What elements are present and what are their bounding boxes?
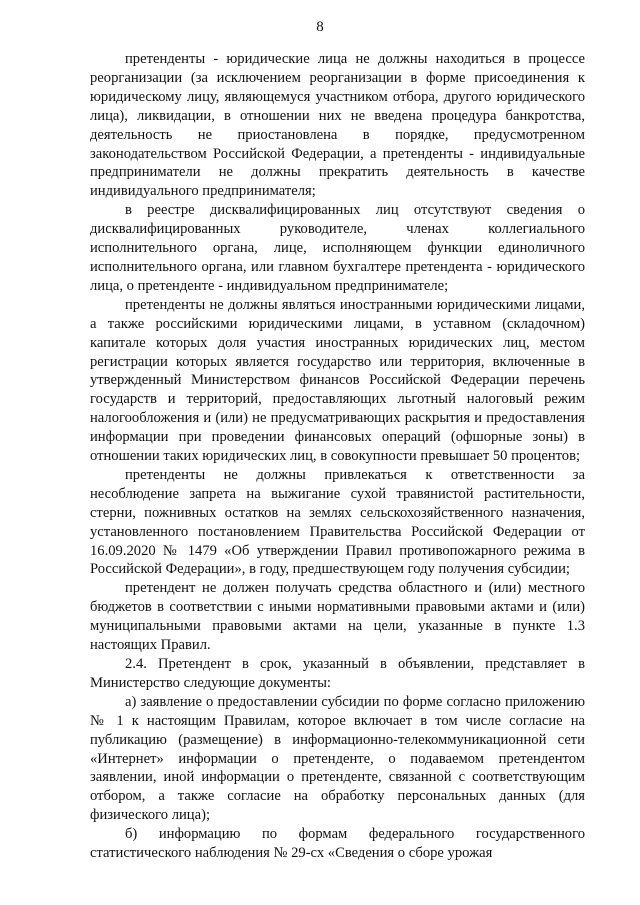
- paragraph-budget-funds: претендент не должен получать средства областного и (или) местного бюджетов в соответствии с иными нормативными правовыми актами и (или) муниципальными правовыми актами на цели, указанные в пункте 1.3 настоящих Правил.: [90, 580, 585, 654]
- paragraph-section-2-4: 2.4. Претендент в срок, указанный в объявлении, представляет в Министерство следующие документы:: [90, 656, 585, 691]
- paragraph-item-b-statistics: б) информацию по формам федерального государственного статистического наблюдения № 29-сх «Сведения о сборе урожая: [90, 826, 585, 862]
- paragraph-burning-prohibition: претенденты не должны привлекаться к ответственности за несоблюдение запрета на выжигание сухой травянистой растительности, стерни, пожнивных остатков на землях сельскохозяйственного назначения, установленного постановлением Правительства Российской Федерации от 16.09.2020 № 1479 «Об утверждении Правил противопожарного режима в Российской Федерации», в году, предшествующем году получения субсидии;: [90, 466, 585, 578]
- paragraph-item-a-application: а) заявление о предоставлении субсидии по форме согласно приложению № 1 к настоящим Правилам, которое включает в том числе согласие на публикацию (размещение) в информационно-телекоммуникационной сети «Интернет» информации о претенденте, о подаваемом претендентом заявлении, иной информации о претенденте, связанной с соответствующим отбором, а также согласие на обработку персональных данных (для физического лица);: [90, 693, 585, 824]
- paragraph-disqualified-persons-registry: в реестре дисквалифицированных лиц отсутствуют сведения о дисквалифицированных руководителе, членах коллегиального исполнительного органа, лице, исполняющем функции единоличного исполнительного органа, или главном бухгалтере претендента - юридического лица, о претенденте - индивидуальном предпринимателе;: [90, 202, 585, 294]
- body-text: [90, 50, 585, 863]
- paragraph-foreign-legal-entities: претенденты не должны являться иностранными юридическими лицами, а также российскими юридическими лицами, в уставном (складочном) капитале которых доля участия иностранных юридических лиц, местом регистрации которых является государство или территория, включенные в утвержденный Министерством финансов Российской Федерации перечень государств и территорий, предоставляющих льготный налоговый режим налогообложения и (или) не предусматривающих раскрытия и предоставления информации при проведении финансовых операций (офшорные зоны) в отношении таких юридических лиц, в совокупности превышает 50 процентов;: [90, 296, 585, 465]
- page-number: 8: [316, 19, 324, 35]
- paragraph-legal-entities-reorganization: претенденты - юридические лица не должны находиться в процессе реорганизации (за исключением реорганизации в форме присоединения к юридическому лицу, являющемуся участником отбора, другого юридического лица), ликвидации, в отношении них не введена процедура банкротства, деятельность не приостановлена в порядке, предусмотренном законодательством Российской Федерации, а претенденты - индивидуальные предприниматели не должны прекратить деятельность в качестве индивидуального предпринимателя;: [90, 51, 585, 200]
